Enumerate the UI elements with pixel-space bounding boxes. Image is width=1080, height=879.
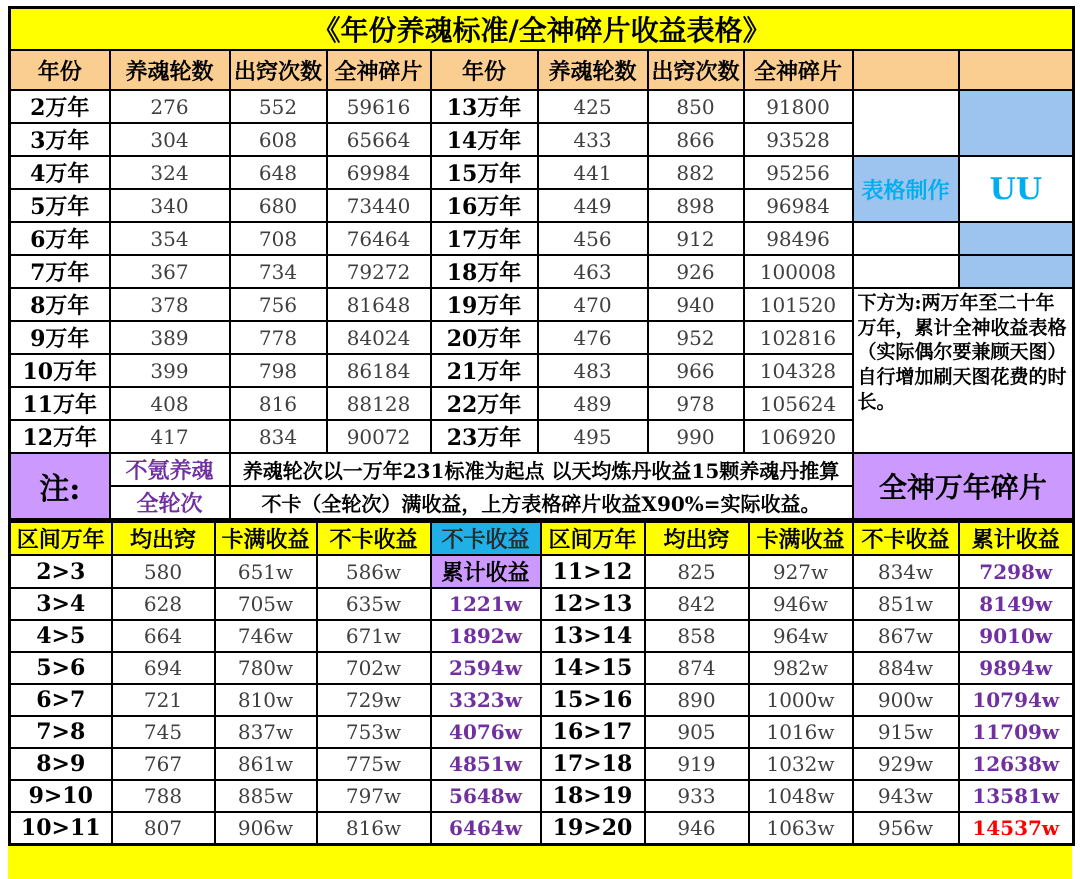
table-row [10,620,1074,652]
value-cell: 106920 [744,420,853,453]
value-cell: 882 [648,156,744,189]
value-cell: 898 [648,189,744,222]
value-cell: 340 [110,189,230,222]
cumulative-value: 3323w [431,684,541,716]
value-cell: 702w [317,652,431,684]
value-cell: 964w [749,620,853,652]
value-cell: 276 [110,90,230,123]
cumulative-value: 1892w [431,620,541,652]
value-cell: 324 [110,156,230,189]
value-cell: 389 [110,321,230,354]
table-row [10,90,1074,123]
value-cell: 825 [645,555,749,588]
value-cell: 708 [230,222,327,255]
page-title: 《年份养魂标准/全神碎片收益表格》 [10,8,1074,51]
value-cell: 767 [112,748,215,780]
column-header-rounds: 养魂轮数 [538,50,648,90]
table-row [10,222,1074,255]
value-cell: 580 [112,555,215,588]
value-cell: 635w [317,588,431,620]
value-cell: 90072 [327,420,431,453]
value-cell: 933 [645,780,749,812]
blue-accent-cell [959,90,1074,156]
header-row [10,522,1074,555]
value-cell: 476 [538,321,648,354]
value-cell: 73440 [327,189,431,222]
value-cell: 834 [230,420,327,453]
table-row [10,652,1074,684]
value-cell: 1016w [749,716,853,748]
year-cell: 22万年 [431,387,538,420]
range-cell: 8>9 [10,748,112,780]
year-cell: 14万年 [431,123,538,156]
value-cell: 816 [230,387,327,420]
value-cell: 705w [215,588,317,620]
value-cell: 927w [749,555,853,588]
cumulative-value: 11709w [959,716,1074,748]
cumulative-value: 10794w [959,684,1074,716]
value-cell: 470 [538,288,648,321]
range-cell: 10>11 [10,812,112,845]
column-header-shards: 全神碎片 [327,50,431,90]
value-cell: 354 [110,222,230,255]
column-header-full-gain: 卡满收益 [749,522,853,555]
year-cell: 5万年 [10,189,110,222]
value-cell: 946 [645,812,749,845]
note-text-line1: 养魂轮次以一万年231标准为起点 以天均炼丹收益15颗养魂丹推算 [230,453,853,486]
side-note: 下方为:两万年至二十年万年，累计全神收益表格（实际偶尔要兼顾天图）自行增加刷天图花费的时长。 [853,288,1074,453]
value-cell: 861w [215,748,317,780]
value-cell: 884w [853,652,959,684]
value-cell: 378 [110,288,230,321]
blue-accent-cell [959,255,1074,288]
table-row [10,288,1074,321]
value-cell: 694 [112,652,215,684]
column-header-year: 年份 [431,50,538,90]
note-tag-all-rounds: 全轮次 [110,486,230,520]
range-cell: 15>16 [541,684,645,716]
value-cell: 95256 [744,156,853,189]
year-cell: 20万年 [431,321,538,354]
value-cell: 866 [648,123,744,156]
note-row [10,453,1074,486]
range-cell: 19>20 [541,812,645,845]
value-cell: 721 [112,684,215,716]
column-header-empty [959,50,1074,90]
column-header-cumulative: 累计收益 [959,522,1074,555]
table-row [10,780,1074,812]
value-cell: 890 [645,684,749,716]
value-cell: 834w [853,555,959,588]
value-cell: 76464 [327,222,431,255]
header-row [10,50,1074,90]
range-cell: 16>17 [541,716,645,748]
year-cell: 2万年 [10,90,110,123]
column-header-nocap-gain: 不卡收益 [317,522,431,555]
column-header-range: 区间万年 [10,522,112,555]
value-cell: 1048w [749,780,853,812]
table-row [10,684,1074,716]
year-cell: 18万年 [431,255,538,288]
year-cell: 17万年 [431,222,538,255]
year-cell: 8万年 [10,288,110,321]
cumulative-value: 9894w [959,652,1074,684]
value-cell: 98496 [744,222,853,255]
column-header-outs: 出窍次数 [648,50,744,90]
value-cell: 100008 [744,255,853,288]
value-cell: 105624 [744,387,853,420]
cumulative-label: 累计收益 [431,555,541,588]
title-row [10,8,1074,51]
cumulative-value: 12638w [959,748,1074,780]
value-cell: 905 [645,716,749,748]
value-cell: 671w [317,620,431,652]
value-cell: 367 [110,255,230,288]
note-tag-no-pay: 不氪养魂 [110,453,230,486]
range-cell: 3>4 [10,588,112,620]
value-cell: 810w [215,684,317,716]
value-cell: 756 [230,288,327,321]
note-label: 注: [10,453,110,520]
column-header-shards: 全神碎片 [744,50,853,90]
value-cell: 915w [853,716,959,748]
empty-cell [853,222,959,255]
value-cell: 433 [538,123,648,156]
cumulative-value-final: 14537w [959,812,1074,845]
table-row [10,748,1074,780]
year-cell: 4万年 [10,156,110,189]
range-cell: 18>19 [541,780,645,812]
value-cell: 926 [648,255,744,288]
cumulative-value: 2594w [431,652,541,684]
value-cell: 943w [853,780,959,812]
range-cell: 4>5 [10,620,112,652]
empty-cell [853,255,959,288]
cumulative-value: 4076w [431,716,541,748]
value-cell: 648 [230,156,327,189]
column-header-rounds: 养魂轮数 [110,50,230,90]
value-cell: 912 [648,222,744,255]
value-cell: 746w [215,620,317,652]
value-cell: 552 [230,90,327,123]
year-cell: 23万年 [431,420,538,453]
value-cell: 495 [538,420,648,453]
value-cell: 88128 [327,387,431,420]
value-cell: 483 [538,354,648,387]
year-cell: 15万年 [431,156,538,189]
table-row [10,156,1074,189]
value-cell: 837w [215,716,317,748]
value-cell: 874 [645,652,749,684]
range-cell: 6>7 [10,684,112,716]
value-cell: 628 [112,588,215,620]
column-header-nocap-gain-cyan: 不卡收益 [431,522,541,555]
table-row [10,555,1074,588]
value-cell: 885w [215,780,317,812]
value-cell: 1032w [749,748,853,780]
value-cell: 990 [648,420,744,453]
value-cell: 456 [538,222,648,255]
value-cell: 449 [538,189,648,222]
value-cell: 919 [645,748,749,780]
column-header-full-gain: 卡满收益 [215,522,317,555]
cumulative-value: 13581w [959,780,1074,812]
value-cell: 417 [110,420,230,453]
value-cell: 797w [317,780,431,812]
value-cell: 729w [317,684,431,716]
cumulative-value: 1221w [431,588,541,620]
bottom-table [8,521,1075,846]
value-cell: 69984 [327,156,431,189]
year-cell: 9万年 [10,321,110,354]
cumulative-value: 7298w [959,555,1074,588]
cumulative-value: 9010w [959,620,1074,652]
blue-accent-cell [959,222,1074,255]
range-cell: 17>18 [541,748,645,780]
value-cell: 851w [853,588,959,620]
note-text-line2: 不卡（全轮次）满收益，上方表格碎片收益X90%=实际收益。 [230,486,853,520]
column-header-avg-outs: 均出窍 [645,522,749,555]
year-cell: 10万年 [10,354,110,387]
cumulative-value: 6464w [431,812,541,845]
value-cell: 81648 [327,288,431,321]
value-cell: 1063w [749,812,853,845]
value-cell: 84024 [327,321,431,354]
value-cell: 93528 [744,123,853,156]
value-cell: 978 [648,387,744,420]
value-cell: 753w [317,716,431,748]
value-cell: 664 [112,620,215,652]
cumulative-value: 5648w [431,780,541,812]
value-cell: 906w [215,812,317,845]
value-cell: 651w [215,555,317,588]
year-cell: 7万年 [10,255,110,288]
cumulative-value: 8149w [959,588,1074,620]
value-cell: 425 [538,90,648,123]
table-row [10,588,1074,620]
year-cell: 6万年 [10,222,110,255]
value-cell: 408 [110,387,230,420]
range-cell: 14>15 [541,652,645,684]
spreadsheet-page [8,6,1072,879]
value-cell: 304 [110,123,230,156]
range-cell: 2>3 [10,555,112,588]
value-cell: 399 [110,354,230,387]
value-cell: 104328 [744,354,853,387]
value-cell: 982w [749,652,853,684]
value-cell: 96984 [744,189,853,222]
value-cell: 463 [538,255,648,288]
maker-credit: UU [959,156,1074,222]
range-cell: 12>13 [541,588,645,620]
value-cell: 952 [648,321,744,354]
value-cell: 79272 [327,255,431,288]
value-cell: 101520 [744,288,853,321]
value-cell: 780w [215,652,317,684]
value-cell: 489 [538,387,648,420]
value-cell: 86184 [327,354,431,387]
value-cell: 778 [230,321,327,354]
column-header-range: 区间万年 [541,522,645,555]
table-row [10,255,1074,288]
value-cell: 798 [230,354,327,387]
year-cell: 11万年 [10,387,110,420]
value-cell: 745 [112,716,215,748]
table-row [10,716,1074,748]
value-cell: 586w [317,555,431,588]
year-cell: 12万年 [10,420,110,453]
value-cell: 102816 [744,321,853,354]
year-cell: 13万年 [431,90,538,123]
range-cell: 13>14 [541,620,645,652]
value-cell: 734 [230,255,327,288]
column-header-nocap-gain: 不卡收益 [853,522,959,555]
value-cell: 807 [112,812,215,845]
year-cell: 16万年 [431,189,538,222]
value-cell: 441 [538,156,648,189]
value-cell: 680 [230,189,327,222]
value-cell: 929w [853,748,959,780]
year-cell: 21万年 [431,354,538,387]
cumulative-value: 4851w [431,748,541,780]
value-cell: 608 [230,123,327,156]
value-cell: 966 [648,354,744,387]
value-cell: 816w [317,812,431,845]
value-cell: 65664 [327,123,431,156]
shard-title: 全神万年碎片 [853,453,1074,520]
value-cell: 1000w [749,684,853,716]
year-cell: 3万年 [10,123,110,156]
value-cell: 867w [853,620,959,652]
column-header-empty [853,50,959,90]
range-cell: 9>10 [10,780,112,812]
value-cell: 788 [112,780,215,812]
range-cell: 11>12 [541,555,645,588]
value-cell: 940 [648,288,744,321]
column-header-year: 年份 [10,50,110,90]
table-row [10,812,1074,845]
range-cell: 7>8 [10,716,112,748]
value-cell: 850 [648,90,744,123]
value-cell: 956w [853,812,959,845]
value-cell: 775w [317,748,431,780]
bottom-highlight-strip [8,846,1072,879]
value-cell: 900w [853,684,959,716]
value-cell: 91800 [744,90,853,123]
range-cell: 5>6 [10,652,112,684]
column-header-avg-outs: 均出窍 [112,522,215,555]
value-cell: 858 [645,620,749,652]
maker-label: 表格制作 [853,156,959,222]
year-cell: 19万年 [431,288,538,321]
empty-cell [853,90,959,156]
column-header-outs: 出窍次数 [230,50,327,90]
top-table [8,6,1075,521]
value-cell: 946w [749,588,853,620]
value-cell: 59616 [327,90,431,123]
value-cell: 842 [645,588,749,620]
